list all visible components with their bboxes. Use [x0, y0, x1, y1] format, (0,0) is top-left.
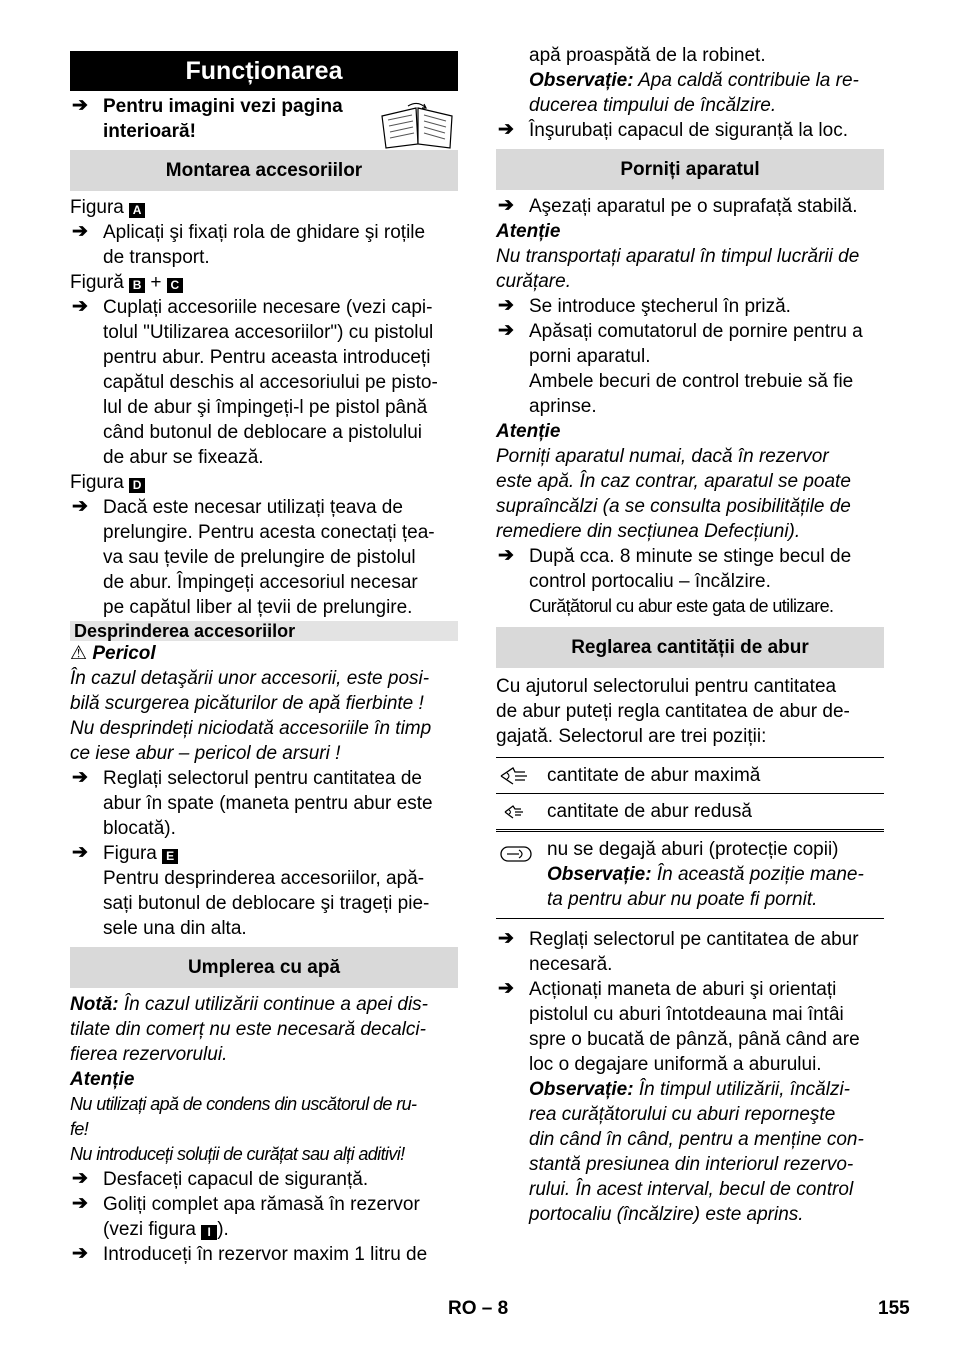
- figure-b-box: B: [129, 278, 145, 293]
- figure-d-box: D: [129, 478, 145, 493]
- arrow-icon: ➔: [498, 545, 514, 566]
- heading-steam-quantity: Reglarea cantității de abur: [496, 627, 884, 668]
- arrow-icon: ➔: [72, 221, 88, 242]
- danger-text: În cazul detaşării unor accesorii, este posi- bilă scurgerea picăturilor de apă fierbinte ! Nu desprindeți niciodată accesoriile în timp ce iese abur – pericol de arsuri !: [70, 668, 432, 764]
- heading-mounting-accessories: Montarea accesoriilor: [70, 150, 458, 191]
- heading-detaching-accessories: Desprinderea accesoriilor: [70, 621, 458, 641]
- arrow-icon: ➔: [72, 1168, 88, 1189]
- arrow-icon: ➔: [72, 496, 88, 517]
- section-title: Funcționarea: [70, 51, 458, 91]
- right-column: [496, 43, 884, 1227]
- arrow-icon: ➔: [498, 119, 514, 140]
- step: ➔ Aşezați aparatul pe o suprafață stabilă.: [498, 195, 858, 217]
- arrow-icon: ➔: [498, 928, 514, 949]
- steam-intro: Cu ajutorul selectorului pentru cantitatea de abur puteți regla cantitatea de abur de- gajată. Selectorul are trei poziții:: [496, 676, 850, 747]
- steam-settings-table: [496, 757, 884, 919]
- step: ➔ Se introduce ştecherul în priză.: [498, 295, 791, 317]
- arrow-icon: ➔: [72, 1193, 88, 1214]
- footer-section: RO – 8: [448, 1298, 509, 1319]
- step: ➔ Reglați selectorul pentru cantitatea de abur în spate (maneta pentru abur este blocată).: [72, 767, 433, 839]
- open-book-icon: [378, 102, 458, 150]
- step: ➔ Desfaceți capacul de siguranță.: [72, 1168, 369, 1190]
- heading-start-device: Porniți aparatul: [496, 149, 884, 190]
- left-column: [70, 43, 458, 1267]
- figure-e-box: E: [162, 849, 178, 864]
- caution-label: Atenție: [496, 221, 561, 242]
- figure-i-box: I: [201, 1225, 217, 1240]
- steam-reduced-icon: [499, 799, 529, 825]
- step: ➔ Cuplați accesoriile necesare (vezi capi- tolul "Utilizarea accesoriilor") cu pistolul pentru abur. Pentru aceasta introduceți capătul deschis al accesoriului pe pisto- lul de abur şi împingeți-l pe pistol până când butonul de deblocare a pistolului de abur se fixează.: [72, 296, 438, 468]
- caution-text: Nu transportați aparatul în timpul lucrării de curățare.: [496, 246, 860, 292]
- caution-label: Atenție: [496, 421, 561, 442]
- step: ➔ Figura E Pentru desprinderea accesoriilor, apă- sați butonul de deblocare şi trageți pie- sele una din alta.: [72, 842, 430, 939]
- table-row: cantitate de abur maximă: [496, 758, 884, 794]
- arrow-icon: ➔: [72, 95, 88, 116]
- heading-filling-water: Umplerea cu apă: [70, 947, 458, 988]
- arrow-icon: ➔: [498, 195, 514, 216]
- table-row: nu se degajă aburi (protecție copii) Observație: În această poziție mane- ta pentru abur nu poate fi pornit.: [496, 831, 884, 919]
- danger-label: ⚠ Pericol: [70, 643, 156, 664]
- step: ➔ Înşurubați capacul de siguranță la loc.: [498, 119, 848, 141]
- steam-max-icon: [499, 763, 529, 789]
- arrow-icon: ➔: [498, 320, 514, 341]
- step: ➔ După cca. 8 minute se stinge becul de control portocaliu – încălzire. Curățătorul cu abur este gata de utilizare.: [498, 545, 852, 616]
- step: ➔ Acționați maneta de aburi şi orientați pistolul cu aburi întotdeauna mai întâi spre o bucată de pânză, până când are loc o degajare uniformă a aburului. Observație: În timpul utilizării, încălzi- rea curățătorului cu aburi reporneşte din când în când, pentru a menține con- stantă presiunea din interiorul rezervo- rului. În acest interval, becul de control portocaliu (încălzire) este aprins.: [498, 978, 864, 1225]
- intro-step: ➔ Pentru imagini vezi pagina interioară!: [70, 94, 458, 144]
- figure-a-box: A: [129, 203, 145, 218]
- figure-c-box: C: [167, 278, 183, 293]
- arrow-icon: ➔: [498, 295, 514, 316]
- continued-step: apă proaspătă de la robinet. Observație: Apa caldă contribuie la re- ducerea timpului de încălzire.: [529, 45, 859, 116]
- footer-page-number: 155: [878, 1298, 910, 1319]
- arrow-icon: ➔: [72, 1243, 88, 1264]
- step: ➔ Reglați selectorul pe cantitatea de abur necesară.: [498, 928, 859, 975]
- caution-text: Nu utilizați apă de condens din uscătorul de ru- fe! Nu introduceți soluții de curățat sau alți aditivi!: [70, 1094, 417, 1164]
- arrow-icon: ➔: [72, 842, 88, 863]
- figure-ref: Figura A: [70, 195, 458, 220]
- figure-ref: Figură B + C: [70, 270, 458, 295]
- arrow-icon: ➔: [498, 978, 514, 999]
- steam-off-icon: [499, 842, 533, 866]
- step: ➔ Dacă este necesar utilizați țeava de prelungire. Pentru acesta conectați țea- va sau țevile de prelungire de pistolul de abur. Împingeți accesoriul necesar pe capătul liber al țevii de prelungire.: [72, 496, 435, 618]
- step: ➔ Aplicați şi fixați rola de ghidare şi roțile de transport.: [72, 221, 426, 268]
- step: ➔ Goliți complet apa rămasă în rezervor (vezi figura I ).: [72, 1193, 420, 1240]
- arrow-icon: ➔: [72, 767, 88, 788]
- step: ➔ Apăsați comutatorul de pornire pentru a porni aparatul. Ambele becuri de control trebuie să fie aprinse.: [498, 320, 863, 417]
- warning-icon: ⚠: [70, 643, 88, 664]
- step: ➔ Introduceți în rezervor maxim 1 litru de: [72, 1243, 428, 1265]
- figure-ref: Figura D: [70, 470, 458, 495]
- arrow-icon: ➔: [72, 296, 88, 317]
- caution-label: Atenție: [70, 1069, 135, 1090]
- note: Notă: În cazul utilizării continue a apei dis- tilate din comerț nu este necesară decalci- fierea rezervorului.: [70, 994, 428, 1065]
- caution-text: Porniți aparatul numai, dacă în rezervor este apă. În caz contrar, aparatul se poate supraîncălzi (a se consulta posibilitățile de remediere din secțiunea Defecțiuni).: [496, 446, 851, 542]
- table-row: cantitate de abur redusă: [496, 794, 884, 830]
